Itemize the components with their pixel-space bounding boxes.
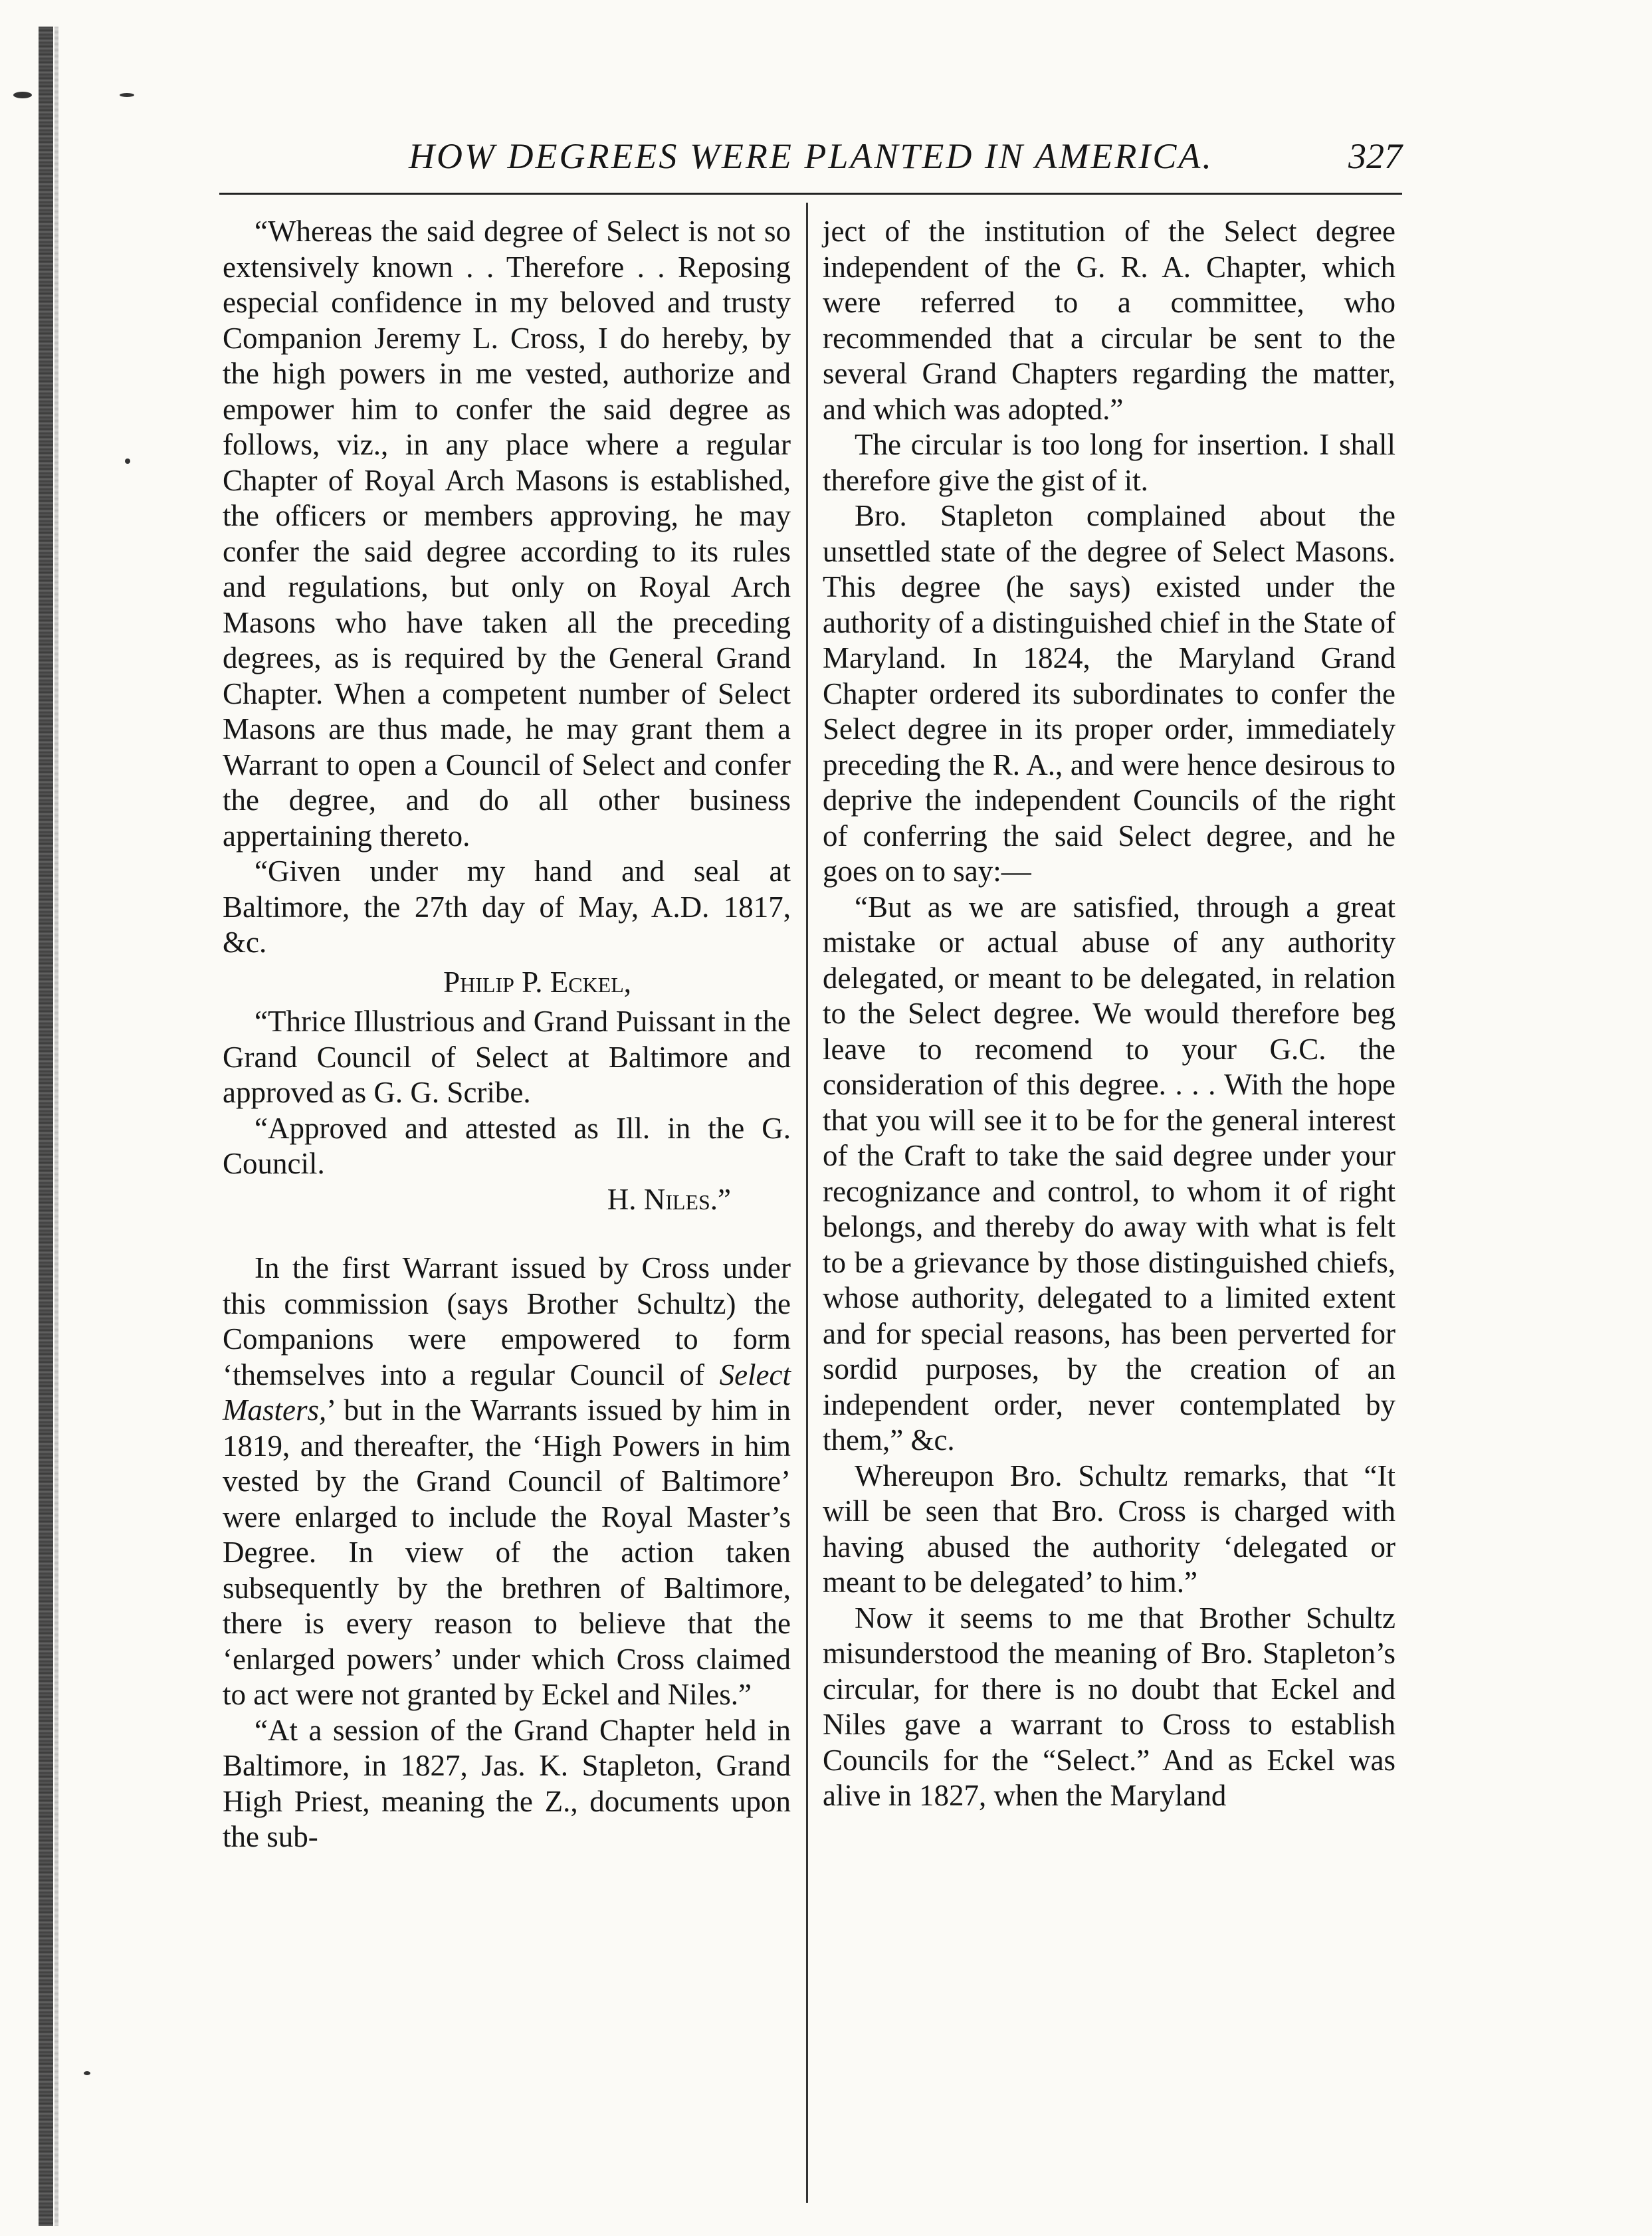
running-title: HOW DEGREES WERE PLANTED IN AMERICA. <box>409 136 1213 176</box>
left-column <box>223 214 791 1855</box>
paragraph: “At a session of the Grand Chapter held in Baltimore, in 1827, Jas. K. Stapleton, Grand High Priest, meaning the Z., documents upon the sub- <box>223 1713 791 1853</box>
italic-text: Select Masters, <box>223 1358 791 1427</box>
paragraph: Whereupon Bro. Schultz remarks, that “It will be seen that Bro. Cross is charged with having abused the authority ‘delegated or meant to be delegated’ to him.” <box>823 1459 1395 1599</box>
paragraph: Bro. Stapleton complained about the unsettled state of the degree of Select Masons. This degree (he says) existed under the authority of a distinguished chief in the State of Maryland. In 1824, the Maryland Grand Chapter ordered its subordinates to confer the Select degree in its proper order, immediately preceding the R. A., and were hence desirous to deprive the independent Councils of the right of conferring the said Select degree, and he goes on to say:— <box>823 499 1395 888</box>
paragraph <box>223 1251 791 1713</box>
column-rule <box>806 203 808 2203</box>
signature: H. Niles.” <box>607 1182 731 1216</box>
paragraph: “Whereas the said degree of Select is not so extensively known . . Therefore . . Reposing especial confidence in my beloved and trusty Companion Jeremy L. Cross, I do hereby, by the high powers in me vested, authorize and empower him to confer the said degree as follows, viz., in any place where a regular Chapter of Royal Arch Masons is established, the officers or members approving, he may confer the said degree according to its rules and regulations, but only on Royal Arch Masons who have taken all the preceding degrees, as is required by the General Grand Chapter. When a competent number of Select Masons are thus made, he may grant them a Warrant to open a Council of Select and confer the degree, and do all other business appertaining thereto. <box>223 215 791 853</box>
text-run: In the first Warrant issued by Cross under this commission (says Brother Schultz) the Companions were empowered to form ‘themselves into a regular Council of <box>223 1251 791 1391</box>
paragraph: “Given under my hand and seal at Baltimore, the 27th day of May, A.D. 1817, &c. <box>223 855 791 959</box>
scan-speck <box>13 92 32 98</box>
scan-speck <box>125 458 130 464</box>
signature: Philip P. Eckel, <box>443 965 631 999</box>
book-spine-edge <box>54 27 58 2226</box>
paragraph: The circular is too long for insertion. I shall therefore give the gist of it. <box>823 428 1395 497</box>
right-column <box>823 214 1395 1814</box>
paragraph: Now it seems to me that Brother Schultz misunderstood the meaning of Bro. Stapleton’s circular, for there is no doubt that Eckel and Niles gave a warrant to Cross to establish Councils for the “Select.” And as Eckel was alive in 1827, when the Maryland <box>823 1601 1395 1812</box>
text-run: ’ but in the Warrants issued by him in 1819, and thereafter, the ‘High Powers in him vested by the Grand Council of Baltimore’ were enlarged to include the Royal Master’s Degree. In view of the action taken subsequently by the brethren of Baltimore, there is every reason to believe that the ‘enlarged powers’ under which Cross claimed to act were not granted by Eckel and Niles.” <box>223 1393 791 1711</box>
paragraph: ject of the institution of the Select degree independent of the G. R. A. Chapter, which were referred to a committee, who recommended that a circular be sent to the several Grand Chapters regarding the matter, and which was adopted.” <box>823 215 1395 426</box>
page-number: 327 <box>1348 136 1402 176</box>
paragraph: “Approved and attested as Ill. in the G. Council. <box>223 1111 791 1180</box>
paragraph: “Thrice Illustrious and Grand Puissant in the Grand Council of Select at Baltimore and approved as G. G. Scribe. <box>223 1005 791 1109</box>
header-rule <box>219 193 1402 195</box>
scan-speck <box>84 2071 90 2075</box>
scan-speck <box>120 93 134 97</box>
paragraph: “But as we are satisfied, through a great mistake or actual abuse of any authority delegated, or meant to be delegated, in relation to the Select degree. We would therefore beg leave to recomend to your G.C. the consideration of this degree. . . . With the hope that you will see it to be for the general interest of the Craft to take the said degree under your recognizance and control, to whom it of right belongs, and thereby do away with what is felt to be a grievance by those distinguished chiefs, whose authority, delegated to a limited extent and for special reasons, has been perverted for sordid purposes, by the creation of an independent order, never contemplated by them,” &c. <box>823 890 1395 1457</box>
running-head <box>219 130 1402 183</box>
book-spine-shadow <box>39 27 53 2226</box>
